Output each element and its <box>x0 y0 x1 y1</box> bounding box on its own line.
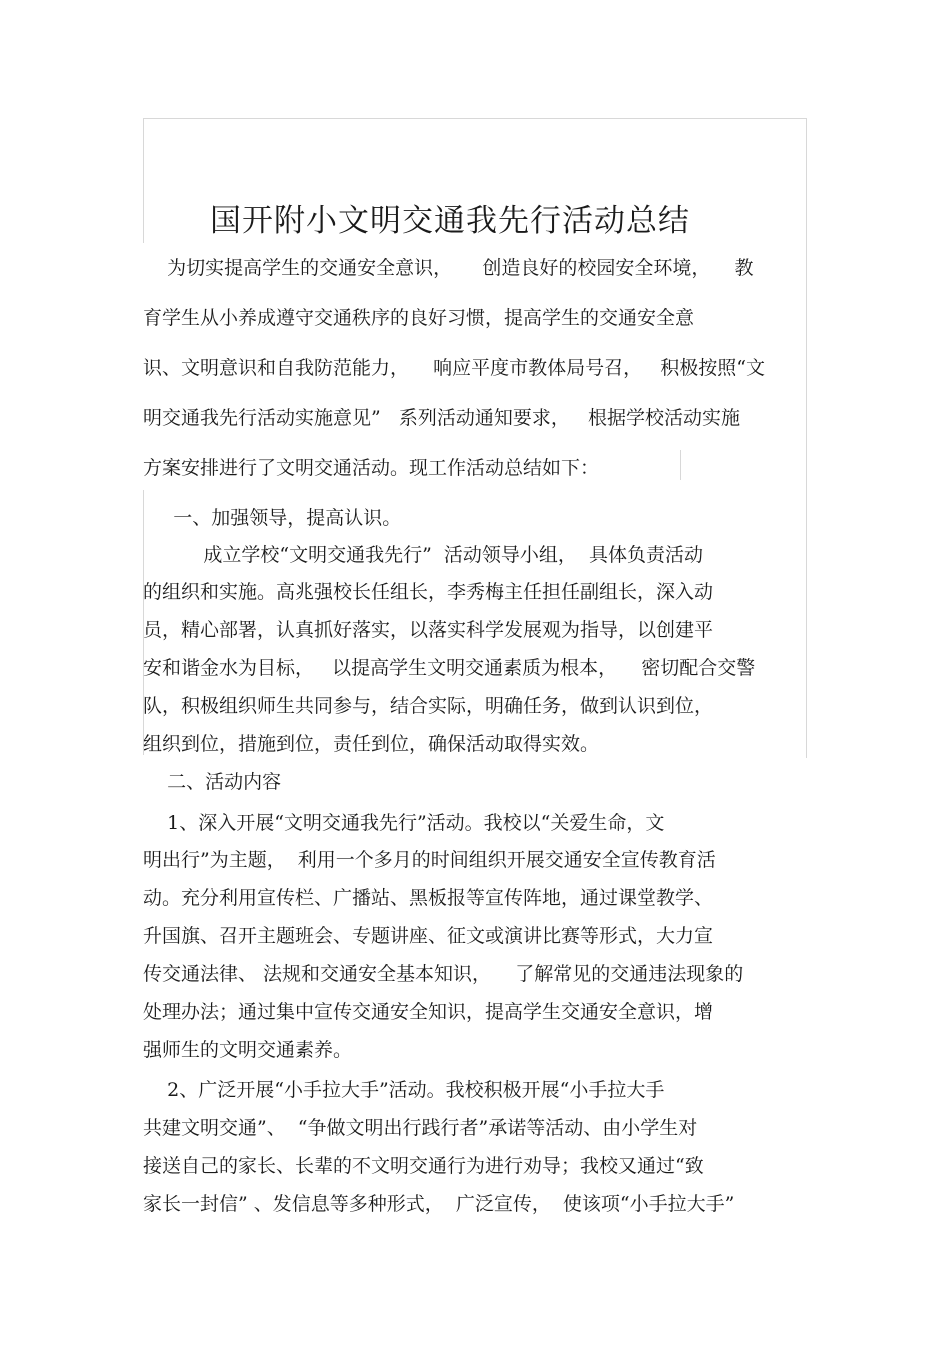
section1-line-6: 组织到位，措施到位，责任到位，确保活动取得实效。 <box>143 733 600 755</box>
section1-heading: 一、加强领导，提高认识。 <box>143 507 402 529</box>
item2-line-1: 2、广泛开展“小手拉大手”活动。我校积极开展“小手拉大手 <box>143 1079 665 1101</box>
section1-line-4: 安和谐金水为目标， 以提高学生文明交通素质为根本， 密切配合交警 <box>143 657 756 679</box>
item1-line-3: 动。充分利用宣传栏、广播站、黑板报等宣传阵地，通过课堂教学、 <box>143 887 714 909</box>
item1-line-2: 明出行”为主题， 利用一个多月的时间组织开展交通安全宣传教育活 <box>143 849 716 871</box>
frame-top-line <box>143 118 806 119</box>
item1-line-7: 强师生的文明交通素养。 <box>143 1039 353 1061</box>
frame-right-line <box>806 118 807 758</box>
intro-line-1: 为切实提高学生的交通安全意识， 创造良好的校园安全环境， 教 <box>143 257 754 279</box>
section1-line-2: 的组织和实施。高兆强校长任组长，李秀梅主任担任副组长，深入动 <box>143 581 714 603</box>
section1-line-5: 队，积极组织师生共同参与，结合实际，明确任务，做到认识到位， <box>143 695 714 717</box>
document-title: 国开附小文明交通我先行活动总结 <box>210 203 690 239</box>
item1-line-4: 升国旗、召开主题班会、专题讲座、征文或演讲比赛等形式，大力宣 <box>143 925 714 947</box>
frame-left-line <box>143 118 144 243</box>
section2-heading: 二、活动内容 <box>143 771 282 793</box>
item2-line-3: 接送自己的家长、长辈的不文明交通行为进行劝导；我校又通过“致 <box>143 1155 704 1177</box>
section1-line-1: 成立学校“文明交通我先行” 活动领导小组， 具体负责活动 <box>143 544 703 566</box>
item2-line-4: 家长一封信” 、发信息等多种形式， 广泛宣传， 使该项“小手拉大手” <box>143 1193 735 1215</box>
intro-line-5: 方案安排进行了文明交通活动。现工作活动总结如下： <box>143 457 600 479</box>
intro-line-4: 明交通我先行活动实施意见” 系列活动通知要求， 根据学校活动实施 <box>143 407 740 429</box>
item1-line-6: 处理办法；通过集中宣传交通安全知识，提高学生交通安全意识，增 <box>143 1001 714 1023</box>
intro-line-2: 育学生从小养成遵守交通秩序的良好习惯，提高学生的交通安全意 <box>143 307 695 329</box>
item1-line-1: 1、深入开展“文明交通我先行”活动。我校以“关爱生命，文 <box>143 812 665 834</box>
frame-mid-line <box>680 450 681 480</box>
item2-line-2: 共建文明交通”、 “争做文明出行践行者”承诺等活动、由小学生对 <box>143 1117 698 1139</box>
section1-line-3: 员，精心部署，认真抓好落实，以落实科学发展观为指导，以创建平 <box>143 619 714 641</box>
item1-line-5: 传交通法律、 法规和交通安全基本知识， 了解常见的交通违法现象的 <box>143 963 744 985</box>
intro-line-3: 识、文明意识和自我防范能力， 响应平度市教体局号召， 积极按照“文 <box>143 357 765 379</box>
